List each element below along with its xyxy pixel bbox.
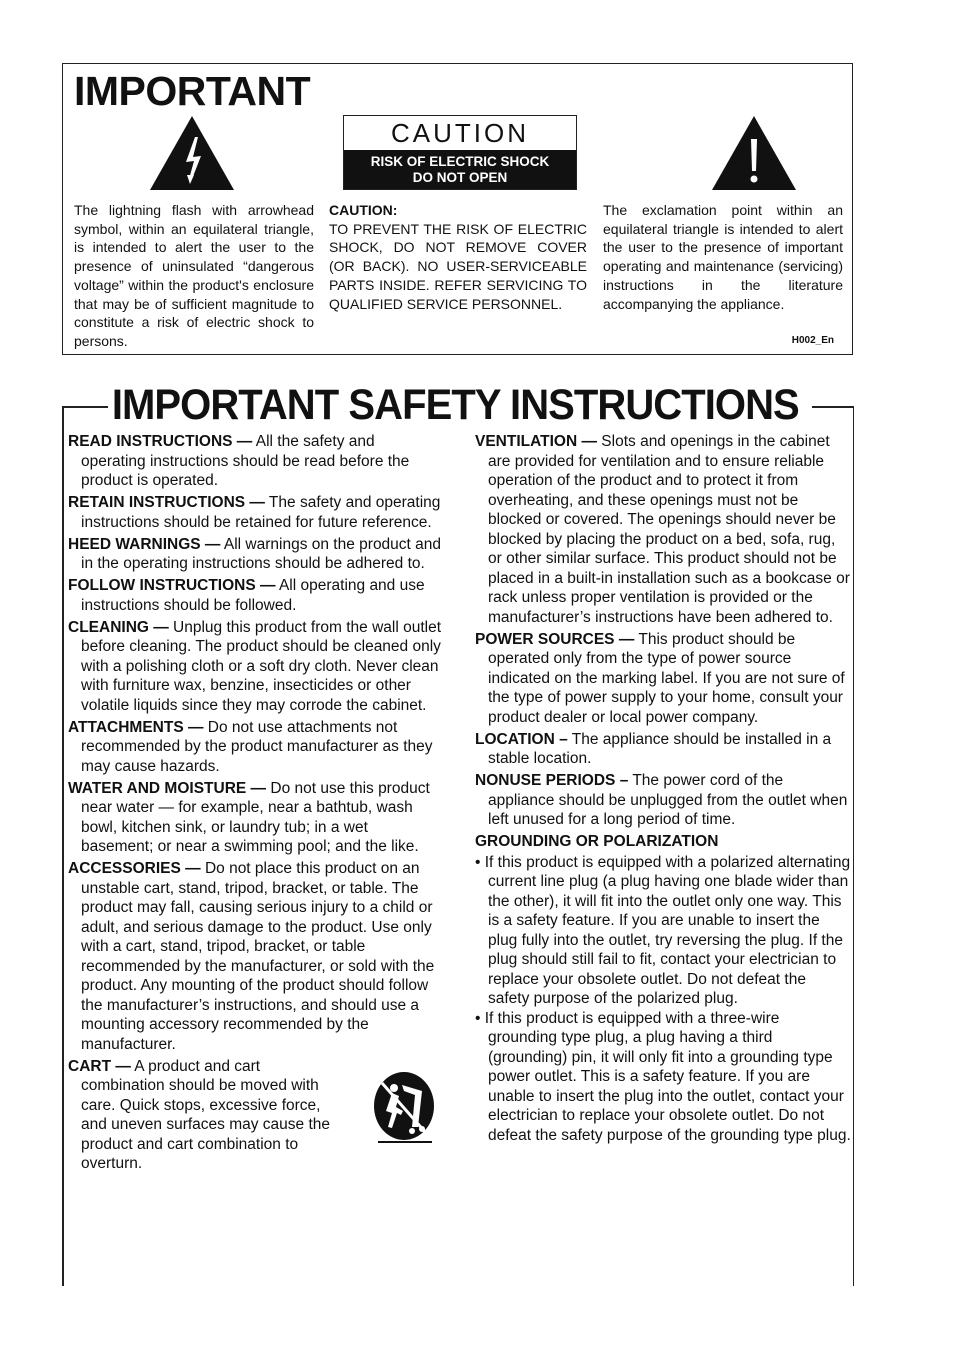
important-notice-box (62, 63, 853, 355)
instruction-nonuse-periods (475, 771, 851, 830)
instruction-heading: POWER SOURCES — (475, 630, 635, 648)
instruction-attachments (68, 718, 443, 777)
lightning-symbol-description: The lightning flash with arrowhead symbol, within an equilateral triangle, is intended to alert the user to the presence of uninsulated “dangerous voltage” within the product's enclosure that may be of sufficient magnitude to constitute a risk of electric shock to persons. (74, 202, 314, 349)
instruction-heading: WATER AND MOISTURE — (68, 779, 267, 797)
safety-left-column (68, 432, 443, 1176)
instruction-heading: HEED WARNINGS — (68, 535, 221, 553)
exclamation-symbol-description: The exclamation point within an equilateral triangle is intended to alert the user to the presence of important operating and maintenance (servicing) instructions in the literature accompanying the appliance. (603, 202, 843, 312)
instruction-heading: VENTILATION — (475, 433, 597, 450)
instruction-text: This product should be operated only from the type of power source indicated on the marking label. If you are not sure of the type of power supply to your home, consult your product dealer or local power company. (488, 630, 845, 726)
instruction-text: All warnings on the product and in the operating instructions should be adhered to. (81, 535, 442, 572)
instruction-heading: ACCESSORIES — (68, 860, 201, 877)
caution-label (343, 115, 577, 190)
frame-left-rule (62, 406, 64, 1286)
safety-right-column (475, 432, 851, 1145)
instruction-text: The safety and operating instructions should be retained for future reference. (81, 494, 441, 531)
instruction-cart-block (68, 1057, 443, 1174)
document-code: H002_En (791, 335, 834, 346)
instruction-text: The power cord of the appliance should be unplugged from the outlet when left unused for a long period of time. (488, 772, 848, 828)
instruction-text: Unplug this product from the wall outlet before cleaning. The product should be cleaned only with a polishing cloth or a soft dry cloth. Never clean with furniture wax, benzine, insecticides or other volatile liquids since they may corrode the cabinet. (81, 618, 441, 714)
instruction-heading: RETAIN INSTRUCTIONS — (68, 494, 265, 511)
instruction-location (475, 730, 851, 769)
instruction-read (68, 432, 443, 491)
cart-tipover-warning-icon (372, 1071, 436, 1146)
grounding-heading: GROUNDING OR POLARIZATION (475, 833, 719, 850)
grounding-bullet-polarized: • If this product is equipped with a polarized alternating current line plug (a plug having one blade wider than the other), it will fit into the outlet only one way. This is a safety feature. If you are unable to insert the plug fully into the outlet, try reversing the plug. If the plug should still fail to fit, contact your electrician to replace your obsolete outlet. Do not defeat the safety purpose of the polarized plug. (475, 853, 851, 1007)
instruction-power-sources (475, 630, 851, 728)
instruction-water-moisture (68, 779, 443, 857)
frame-top-right-rule (812, 406, 854, 408)
instruction-text: Do not use attachments not recommended by the product manufacturer as they may cause hazards. (81, 718, 433, 775)
instruction-accessories (68, 859, 443, 1054)
instruction-text: A product and cart combination should be moved with care. Quick stops, excessive force, and uneven surfaces may cause the product and cart combination to overturn. (81, 1057, 331, 1172)
caution-warning-strip (344, 150, 576, 189)
grounding-bullet-three-wire: • If this product is equipped with a three-wire grounding type plug, a plug having a third (grounding) pin, it will only fit into a grounding type power outlet. This is a safety feature. If you are unable to insert the plug into the outlet, contact your electrician to replace your obsolete outlet. Do not defeat the safety purpose of the grounding type plug. (475, 1009, 851, 1144)
caution-word: CAUTION (391, 118, 529, 148)
instruction-heading: LOCATION – (475, 730, 568, 748)
instruction-heading: CLEANING — (68, 618, 169, 636)
instruction-cleaning (68, 618, 443, 716)
caution-strip-line-2: DO NOT OPEN (412, 170, 508, 185)
instruction-heading: NONUSE PERIODS – (475, 772, 629, 789)
caution-description (329, 201, 587, 313)
frame-top-left-rule (62, 406, 108, 408)
instruction-heading: FOLLOW INSTRUCTIONS — (68, 577, 276, 594)
caution-text-body: TO PREVENT THE RISK OF ELECTRIC SHOCK, DO NOT REMOVE COVER (OR BACK). NO USER-SERVICEABLE PARTS INSIDE. REFER SERVICING TO QUALIFIED SERVICE PERSONNEL. (329, 220, 587, 312)
instruction-retain (68, 493, 443, 532)
instruction-heading: READ INSTRUCTIONS — (68, 433, 253, 450)
instruction-text: All the safety and operating instructions should be read before the product is operated. (81, 433, 410, 489)
instruction-heed-warnings (68, 535, 443, 574)
instruction-ventilation (475, 432, 851, 627)
caution-text-title: CAUTION: (329, 202, 398, 218)
instruction-heading: CART — (68, 1057, 131, 1075)
instruction-text: Slots and openings in the cabinet are provided for ventilation and to ensure reliable operation of the product and to protect it from overheating, and these openings must not be blocked or covered. The openings should never be blocked by placing the product on a bed, sofa, rug, or other similar surface. This product should not be placed in a built-in installation such as a bookcase or rack unless proper ventilation is provided or the manufacturer’s instructions have been adhered to. (488, 433, 850, 626)
instruction-text: Do not place this product on an unstable cart, stand, tripod, bracket, or table. The product may fall, causing serious injury to a child or adult, and serious damage to the product. Use only with a cart, stand, tripod, bracket, or table recommended by the manufacturer, or sold with the product. Any mounting of the product should follow the manufacturer’s instructions, and should use a mounting accessory recommended by the manufacturer. (81, 860, 435, 1053)
instruction-heading: ATTACHMENTS — (68, 718, 204, 736)
instruction-follow (68, 576, 443, 615)
instruction-text: All operating and use instructions should be followed. (81, 577, 425, 614)
important-heading: IMPORTANT (74, 68, 311, 114)
lightning-triangle-icon (149, 115, 235, 191)
exclamation-triangle-icon (711, 115, 797, 191)
instruction-text: The appliance should be installed in a stable location. (488, 730, 832, 767)
instruction-text: Do not use this product near water — for example, near a bathtub, wash bowl, kitchen sink, or laundry tub; in a wet basement; or near a swimming pool; and the like. (81, 779, 430, 855)
safety-instructions-heading: IMPORTANT SAFETY INSTRUCTIONS (110, 378, 801, 432)
caution-strip-line-1: RISK OF ELECTRIC SHOCK (370, 154, 550, 169)
frame-right-rule (853, 406, 855, 1286)
